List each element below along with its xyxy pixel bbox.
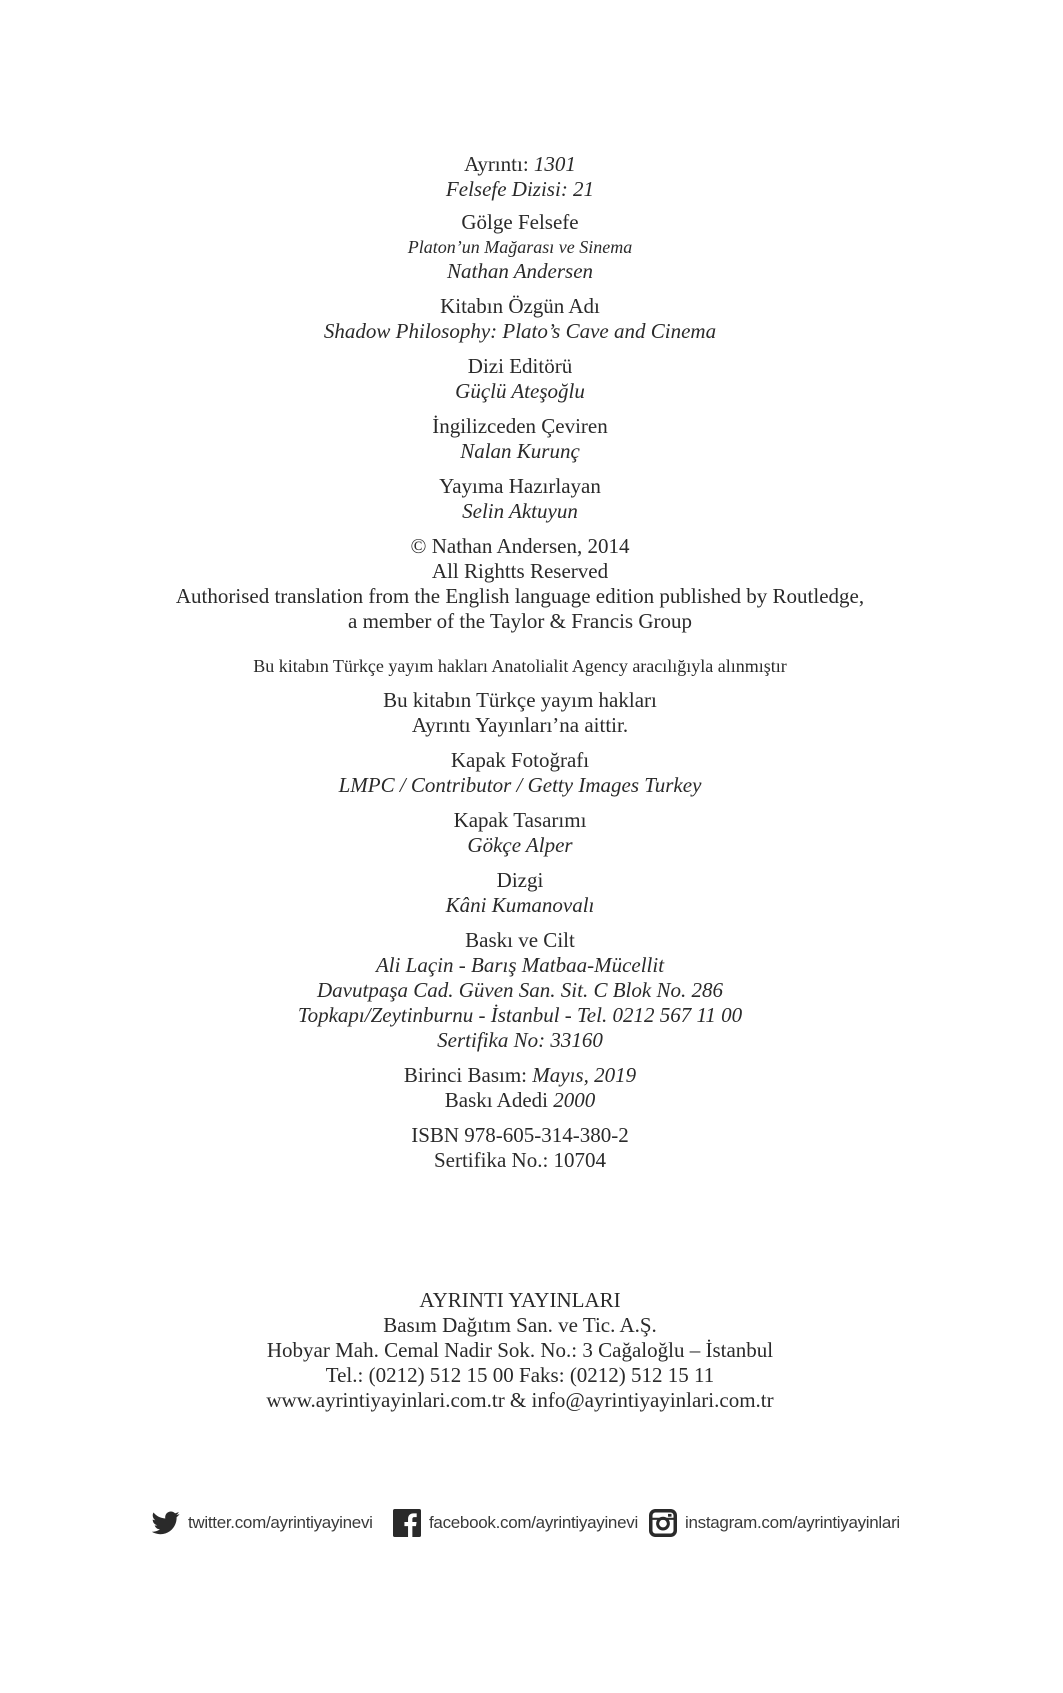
instagram-link[interactable] <box>649 1506 900 1540</box>
printing-line-4: Sertifika No: 33160 <box>437 1028 603 1052</box>
book-subtitle: Platon’un Mağarası ve Sinema <box>407 237 633 257</box>
copyright-line: © Nathan Andersen, 2014 <box>410 534 630 558</box>
edition-block <box>0 1063 1040 1113</box>
cover-photo-label: Kapak Fotoğrafı <box>450 748 590 772</box>
series-block <box>0 152 1040 202</box>
publisher-company: Basım Dağıtım San. ve Tic. A.Ş. <box>383 1313 657 1337</box>
facebook-link[interactable] <box>393 1506 638 1540</box>
twitter-link[interactable] <box>152 1506 373 1540</box>
publisher-group-line: a member of the Taylor & Francis Group <box>348 609 692 633</box>
typesetting-label: Dizgi <box>496 868 544 892</box>
book-author: Nathan Andersen <box>446 259 594 283</box>
original-title-value: Shadow Philosophy: Plato’s Cave and Cinema <box>323 319 717 343</box>
book-block <box>0 210 1040 284</box>
printing-line-1: Ali Laçin - Barış Matbaa-Mücellit <box>375 953 665 977</box>
printing-line-3: Topkapı/Zeytinburnu - İstanbul - Tel. 0212 567 11 00 <box>297 1003 743 1027</box>
original-title-block <box>0 294 1040 344</box>
series-dizi: Felsefe Dizisi: 21 <box>445 177 595 201</box>
publisher-address: Hobyar Mah. Cemal Nadir Sok. No.: 3 Cağaloğlu – İstanbul <box>266 1338 774 1362</box>
typesetting-value: Kâni Kumanovalı <box>445 893 595 917</box>
publisher-web[interactable]: www.ayrintiyayinlari.com.tr & info@ayrintiyayinlari.com.tr <box>266 1388 774 1412</box>
preparer-block <box>0 474 1040 524</box>
isbn-block <box>0 1123 1040 1173</box>
twitter-text[interactable]: twitter.com/ayrintiyayinevi <box>188 1513 373 1532</box>
translator-label: İngilizceden Çeviren <box>432 414 608 438</box>
series-line <box>0 152 1040 177</box>
publisher-name: AYRINTI YAYINLARI <box>419 1288 621 1312</box>
facebook-text[interactable]: facebook.com/ayrintiyayinevi <box>429 1513 638 1532</box>
cover-design-value: Gökçe Alper <box>467 833 573 857</box>
copyright-block <box>0 534 1040 634</box>
translator-value: Nalan Kurunç <box>460 439 580 463</box>
series-number: 1301 <box>533 152 576 176</box>
rights-line-2: Ayrıntı Yayınları’na aittir. <box>411 713 629 737</box>
cover-design-label: Kapak Tasarımı <box>453 808 587 832</box>
first-edition-value: Mayıs, 2019 <box>532 1063 637 1087</box>
facebook-icon <box>393 1509 421 1537</box>
twitter-icon <box>152 1511 180 1535</box>
typesetting-block <box>0 868 1040 918</box>
agency-line: Bu kitabın Türkçe yayım hakları Anatolialit Agency aracılığıyla alınmıştır <box>253 656 787 676</box>
rights-reserved-line: All Rightts Reserved <box>431 559 609 583</box>
instagram-text[interactable]: instagram.com/ayrintiyayinlari <box>685 1513 900 1532</box>
imprint-column <box>0 152 1040 1181</box>
instagram-icon <box>649 1509 677 1537</box>
printing-block <box>0 928 1040 1053</box>
first-edition-line <box>0 1063 1040 1088</box>
editor-value: Güçlü Ateşoğlu <box>455 379 585 403</box>
printing-line-2: Davutpaşa Cad. Güven San. Sit. C Blok No. 286 <box>317 978 723 1002</box>
editor-block <box>0 354 1040 404</box>
rights-block <box>0 688 1040 738</box>
isbn-line: ISBN 978-605-314-380-2 <box>411 1123 629 1147</box>
print-count-line <box>0 1088 1040 1113</box>
book-title: Gölge Felsefe <box>461 210 579 234</box>
printing-label: Baskı ve Cilt <box>465 928 575 952</box>
original-title-label: Kitabın Özgün Adı <box>440 294 600 318</box>
certificate-line: Sertifika No.: 10704 <box>433 1148 607 1172</box>
rights-line-1: Bu kitabın Türkçe yayım hakları <box>383 688 657 712</box>
cover-photo-value: LMPC / Contributor / Getty Images Turkey <box>338 773 702 797</box>
translation-line: Authorised translation from the English language edition published by Routledge, <box>175 584 865 608</box>
agency-block <box>0 654 1040 678</box>
first-edition-label: Birinci Basım: <box>403 1063 527 1087</box>
translator-block <box>0 414 1040 464</box>
cover-design-block <box>0 808 1040 858</box>
print-count-value: 2000 <box>553 1088 596 1112</box>
preparer-label: Yayıma Hazırlayan <box>439 474 601 498</box>
series-label: Ayrıntı: <box>464 152 529 176</box>
cover-photo-block <box>0 748 1040 798</box>
preparer-value: Selin Aktuyun <box>462 499 578 523</box>
publisher-phone: Tel.: (0212) 512 15 00 Faks: (0212) 512 15 11 <box>325 1363 715 1387</box>
editor-label: Dizi Editörü <box>467 354 573 378</box>
print-count-label: Baskı Adedi <box>444 1088 548 1112</box>
publisher-footer <box>0 1288 1040 1413</box>
